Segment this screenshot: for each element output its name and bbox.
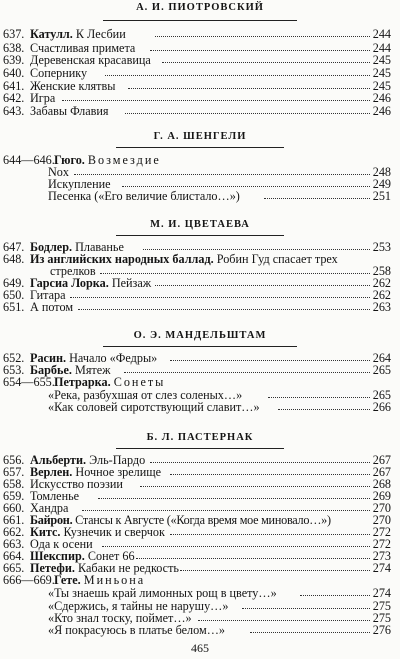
entry-page: 269 <box>372 489 391 503</box>
entry-author: Гете. <box>54 573 81 587</box>
entry-title: Пейзаж <box>111 276 152 290</box>
leader-dots <box>140 486 370 487</box>
entry-title: Возмездие <box>87 153 161 167</box>
entry-page: 244 <box>372 27 391 41</box>
leader-dots <box>170 474 370 475</box>
leader-dots <box>150 462 370 463</box>
entry-page: 253 <box>372 240 391 254</box>
translator-heading: А. И. ПИОТРОВСКИЙ <box>136 2 264 13</box>
leader-dots <box>102 546 370 547</box>
entry-title: Робин Гуд спасает трех <box>216 252 338 266</box>
entry-title: Искусство поэзии <box>30 477 123 491</box>
leader-dots <box>62 100 370 101</box>
entry-title: Деревенская красавица <box>30 53 151 67</box>
entry-author: Расин. <box>30 351 67 365</box>
entry-page: 244 <box>372 41 391 55</box>
entry-page: 272 <box>372 537 391 551</box>
entry-number: 639. <box>3 53 25 67</box>
entry-title: Гитара <box>30 288 66 302</box>
leader-dots <box>128 88 370 89</box>
entry-title: Ода к осени <box>30 537 93 551</box>
leader-dots <box>155 285 370 286</box>
leader-dots <box>170 360 370 361</box>
entry-author: Байрон. <box>30 513 73 527</box>
toc-entry <box>0 91 400 105</box>
entry-page: 246 <box>372 104 391 118</box>
leader-dots <box>198 620 370 621</box>
entry-author: Гарсиа Лорка. <box>30 276 109 290</box>
entry-number: 650. <box>3 288 25 302</box>
leader-dots <box>124 372 370 373</box>
entry-title: Кабаки не редкость <box>77 561 179 575</box>
entry-page: 272 <box>372 525 391 539</box>
translator-heading: О. Э. МАНДЕЛЬШТАМ <box>133 330 267 341</box>
leader-dots <box>105 75 370 76</box>
leader-dots <box>98 498 370 499</box>
toc-entry <box>0 623 400 637</box>
entry-number: 654—655. <box>3 375 55 389</box>
entry-title: Сопернику <box>30 66 88 80</box>
entry-title: Томленье <box>30 489 80 503</box>
toc-entry <box>0 586 400 600</box>
toc-entry <box>0 300 400 314</box>
leader-dots <box>82 510 370 511</box>
entry-title: Женские клятвы <box>30 79 116 93</box>
leader-dots <box>78 309 370 310</box>
entry-number: 657. <box>3 465 25 479</box>
entry-title: Счастливая примета <box>30 41 136 55</box>
entry-title: А потом <box>30 300 74 314</box>
entry-page: 262 <box>372 288 391 302</box>
entry-page: 263 <box>372 300 391 314</box>
entry-number: 648. <box>3 252 25 266</box>
entry-page: 248 <box>372 165 391 179</box>
entry-page: 276 <box>372 623 391 637</box>
entry-page: 262 <box>372 276 391 290</box>
entry-title: Мятеж <box>74 363 111 377</box>
leader-dots <box>122 186 370 187</box>
entry-page: 265 <box>372 363 391 377</box>
entry-page: 245 <box>372 79 391 93</box>
entry-title: Ночное зрелище <box>75 465 162 479</box>
toc-entry <box>0 400 400 414</box>
entry-author: Петефи. <box>30 561 75 575</box>
entry-title: Плаванье <box>75 240 124 254</box>
entry-title: К Лесбии <box>75 27 126 41</box>
entry-number: 665. <box>3 561 25 575</box>
divider <box>103 20 297 21</box>
leader-dots <box>162 62 370 63</box>
entry-page: 264 <box>372 351 391 365</box>
entry-page: 251 <box>372 189 391 203</box>
toc-entry <box>0 573 400 587</box>
entry-number: 656. <box>3 453 25 467</box>
leader-dots <box>170 534 370 535</box>
entry-title: Игра <box>30 91 56 105</box>
entry-page: 266 <box>372 400 391 414</box>
divider <box>103 346 297 347</box>
leader-dots <box>74 174 370 175</box>
entry-author: Гюго. <box>54 153 85 167</box>
entry-number: 666—669. <box>3 573 55 587</box>
entry-number: 663. <box>3 537 25 551</box>
entry-title: Хандра <box>30 501 69 515</box>
toc-entry <box>0 104 400 118</box>
entry-page: 245 <box>372 53 391 67</box>
entry-author: Верлен. <box>30 465 73 479</box>
entry-page: 270 <box>372 501 391 515</box>
entry-page: 268 <box>372 477 391 491</box>
entry-author: Китс. <box>30 525 61 539</box>
entry-title: «Кто знал тоску, поймет…» <box>48 611 192 625</box>
entry-title: Эль-Пардо <box>89 453 146 467</box>
entry-number: 644—646. <box>3 153 55 167</box>
entry-number: 642. <box>3 91 25 105</box>
entry-page: 275 <box>372 599 391 613</box>
entry-number: 661. <box>3 513 25 527</box>
entry-title: Искупление <box>48 177 111 191</box>
entry-title: Стансы к Августе («Когда время мое миновало…») <box>75 513 331 527</box>
entry-page: 265 <box>372 388 391 402</box>
entry-number: 662. <box>3 525 25 539</box>
entry-number: 640. <box>3 66 25 80</box>
entry-number: 638. <box>3 41 25 55</box>
toc-entry <box>0 189 400 203</box>
entry-page: 275 <box>372 611 391 625</box>
entry-author: Альберти. <box>30 453 87 467</box>
entry-page: 270 <box>372 513 391 527</box>
leader-dots <box>300 595 370 596</box>
entry-title: Сонеты <box>113 375 166 389</box>
entry-author: Барбье. <box>30 363 72 377</box>
entry-page: 246 <box>372 91 391 105</box>
leader-dots <box>278 409 370 410</box>
entry-title: Начало «Федры» <box>69 351 158 365</box>
entry-title: «Сдержись, я тайны не нарушу…» <box>48 599 229 613</box>
entry-page: 274 <box>372 561 391 575</box>
leader-dots <box>125 113 370 114</box>
toc-entry <box>0 66 400 80</box>
leader-dots <box>242 608 370 609</box>
toc-entry <box>0 27 400 41</box>
entry-page: 245 <box>372 66 391 80</box>
leader-dots <box>264 198 370 199</box>
entry-title: Сонет 66 <box>87 549 135 563</box>
entry-title: стрелков <box>50 264 96 278</box>
toc-entry <box>0 53 400 67</box>
entry-number: 658. <box>3 477 25 491</box>
entry-title: Забавы Флавия <box>30 104 109 118</box>
leader-dots <box>70 297 370 298</box>
entry-page: 274 <box>372 586 391 600</box>
entry-page: 267 <box>372 465 391 479</box>
translator-heading: Б. Л. ПАСТЕРНАК <box>146 432 254 443</box>
translator-heading: Г. А. ШЕНГЕЛИ <box>153 131 247 142</box>
toc-entry <box>0 375 400 389</box>
entry-title: «Ты знаешь край лимонных рощ в цвету…» <box>48 586 277 600</box>
entry-title: Миньона <box>83 573 146 587</box>
entry-page: 273 <box>372 549 391 563</box>
entry-number: 637. <box>3 27 25 41</box>
entry-title: Кузнечик и сверчок <box>63 525 165 539</box>
entry-author: Бодлер. <box>30 240 73 254</box>
translator-heading: М. И. ЦВЕТАЕВА <box>150 219 250 230</box>
entry-number: 649. <box>3 276 25 290</box>
divider <box>116 235 284 236</box>
entry-title: Nox <box>48 165 69 179</box>
entry-author: Из английских народных баллад. <box>30 252 214 266</box>
entry-number: 641. <box>3 79 25 93</box>
entry-number: 660. <box>3 501 25 515</box>
entry-page: 258 <box>372 264 391 278</box>
leader-dots <box>180 570 370 571</box>
entry-number: 652. <box>3 351 25 365</box>
entry-number: 647. <box>3 240 25 254</box>
entry-author: Шекспир. <box>30 549 85 563</box>
entry-number: 659. <box>3 489 25 503</box>
entry-author: Катулл. <box>30 27 73 41</box>
entry-number: 664. <box>3 549 25 563</box>
leader-dots <box>143 249 370 250</box>
entry-number: 651. <box>3 300 25 314</box>
leader-dots <box>268 397 370 398</box>
entry-page: 249 <box>372 177 391 191</box>
leader-dots <box>100 273 370 274</box>
entry-title: Песенка («Его величие блистало…») <box>48 189 240 203</box>
leader-dots <box>250 632 370 633</box>
entry-title: «Я покрасуюсь в платье белом…» <box>48 623 225 637</box>
leader-dots <box>155 36 370 37</box>
divider <box>116 448 284 449</box>
divider <box>116 147 284 148</box>
leader-dots <box>136 558 370 559</box>
entry-page: 267 <box>372 453 391 467</box>
entry-title: «Как соловей сиротствующий славит…» <box>48 400 260 414</box>
entry-number: 643. <box>3 104 25 118</box>
entry-title: «Река, разбухшая от слез соленых…» <box>48 388 243 402</box>
entry-author: Петрарка. <box>54 375 111 389</box>
page-number: 465 <box>191 641 209 655</box>
entry-number: 653. <box>3 363 25 377</box>
leader-dots <box>150 50 370 51</box>
